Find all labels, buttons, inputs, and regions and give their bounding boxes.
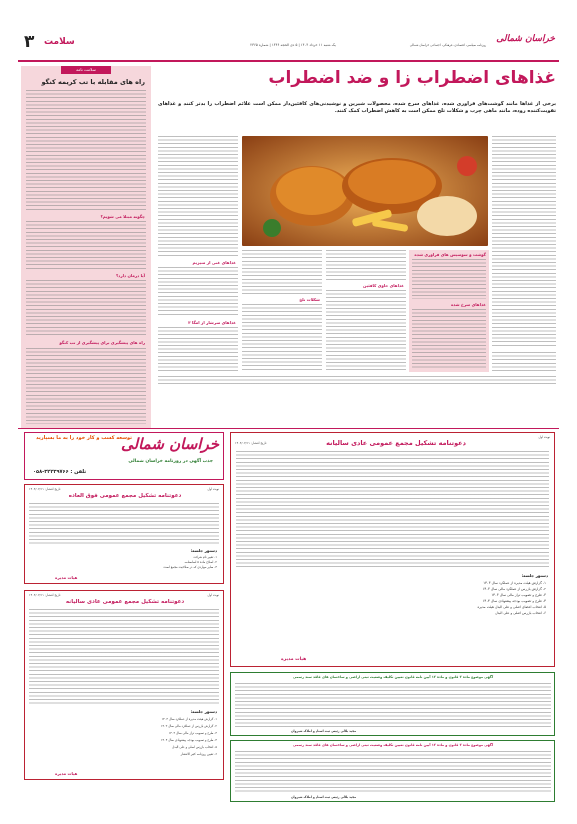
registry-sign: مجید بلالی رئیس ثبت اسناد و املاک شیروان	[291, 795, 357, 799]
sidebar-body-1	[26, 90, 146, 210]
notice-text	[236, 451, 549, 569]
notice-tag: نوبت اول	[538, 435, 550, 439]
registry-notice-2	[230, 740, 555, 802]
article-col-left-upper	[158, 136, 238, 256]
article-head-2: غذاهای سرخ شده	[450, 302, 486, 307]
banner-phone: تلفن : ۳۲۲۳۹۷۶۶-۰۵۸	[33, 469, 87, 475]
article-col-left-lower	[158, 260, 238, 372]
article-head-3: غذاهای حاوی کافئین	[363, 283, 404, 288]
agenda-item: ۱- تغییر نام شرکت	[193, 555, 217, 559]
notice-ref: تاریخ انتشار: ۱۴۰۴/۰۳/۱۱	[29, 487, 61, 491]
article-text	[158, 327, 238, 372]
notice-annual-right	[230, 432, 555, 667]
article-text	[326, 250, 406, 280]
page-number: ۳	[24, 32, 35, 52]
article-col-right-2	[492, 352, 556, 372]
banner-slogan: توسعه کسب و کار خود را به ما بسپارید	[35, 435, 133, 441]
agenda-item: ۳- طرح و تصویب تراز مالی سال ۱۴۰۳	[491, 593, 546, 597]
sidebar-tag: سلامت نامه	[61, 66, 111, 74]
banner-sub: جذب آگهی در روزنامه خراسان شمالی	[128, 459, 213, 464]
registry-text	[235, 683, 551, 727]
notice-sign: هیات مدیره	[281, 657, 307, 662]
article-head-5: غذاهای غنی از منیزیم	[192, 260, 236, 265]
article-text	[158, 267, 238, 317]
article-text	[242, 304, 322, 372]
sidebar-body-2	[26, 221, 146, 269]
notice-title: دعوتنامه تشکیل مجمع عمومی فوق العاده	[68, 493, 182, 499]
agenda-item: ۲- اصلاح ماده ۵ اساسنامه	[184, 560, 217, 564]
sidebar-head-3: راه های پیشگیری برای پیشگیری از تب کنگو	[59, 340, 145, 345]
food-photo	[242, 136, 488, 246]
article-lead: برخی از غذاها مانند گوشت‌های فراوری شده، غذاهای سرخ شده، محصولات شیرین و نوشیدنی‌های کافئین‌دار ممکن است علائم اضطراب را بدتر کنند و غذاهای تقویت‌کننده روده، مانند ماهی چرب و شکلات تلخ ممکن است به کاهش اضطراب کمک کنند.	[158, 101, 556, 114]
notice-agenda	[246, 580, 546, 616]
notice-sign: هیات مدیره	[55, 771, 78, 776]
notice-title: دعوتنامه تشکیل مجمع عمومی عادی سالیانه	[326, 439, 466, 447]
ads-divider	[18, 428, 559, 429]
sidebar-body-4	[26, 348, 146, 424]
section-title: سلامت	[44, 37, 75, 47]
notice-agenda-head: دستور جلسه:	[190, 548, 217, 553]
article-text	[242, 250, 322, 294]
article-col-mid-2	[242, 250, 322, 372]
notice-tag: نوبت اول	[207, 487, 219, 491]
notice-title: دعوتنامه تشکیل مجمع عمومی عادی سالیانه	[65, 599, 185, 605]
banner-logo: خراسان شمالی	[121, 435, 219, 453]
agenda-item: ۶- تعیین روزنامه کثیر الانتشار	[180, 752, 217, 756]
sidebar	[21, 66, 151, 428]
article-text	[412, 309, 486, 369]
agenda-item: ۶- انتخاب بازرس اصلی و علی البدل	[495, 611, 546, 615]
notice-tag: نوبت اول	[207, 593, 219, 597]
notice-annual-left	[24, 590, 224, 780]
notice-agenda	[29, 555, 217, 570]
agenda-item: ۲- گزارش بازرس از عملکرد مالی سال ۱۴۰۳	[482, 587, 546, 591]
slogan: روزنامه سیاسی، اقتصادی، فرهنگی، اجتماعی خراسان شمالی	[409, 43, 487, 47]
registry-notice-1	[230, 672, 555, 736]
notice-sign: هیات مدیره	[55, 575, 78, 580]
sidebar-head-1: چگونه مبتلا می شویم؟	[100, 214, 145, 219]
agenda-item: ۴- طرح و تصویب بودجه پیشنهادی سال ۱۴۰۴	[482, 599, 546, 603]
agenda-item: ۵- انتخاب بازرس اصلی و علی البدل	[171, 745, 217, 749]
registry-text	[235, 751, 551, 793]
masthead	[18, 30, 559, 62]
agenda-item: ۴- طرح و تصویب بودجه پیشنهادی سال ۱۴۰۴	[160, 738, 217, 742]
article-footer-text	[158, 376, 556, 386]
agenda-item: ۳- سایر مواردی که در صلاحیت مجمع است	[163, 565, 217, 569]
agenda-item: ۲- گزارش بازرس از عملکرد مالی سال ۱۴۰۳	[160, 724, 217, 728]
sidebar-head-2: آیا درمان دارد؟	[115, 273, 145, 278]
notice-agenda	[29, 716, 217, 758]
article-box-processed	[409, 250, 489, 372]
article-head-4: شکلات تلخ	[299, 297, 320, 302]
sidebar-body-3	[26, 280, 146, 336]
fried-chicken-image	[242, 136, 488, 246]
article-col-right	[492, 136, 556, 348]
agenda-item: ۱- گزارش هیئت مدیره از عملکرد سال ۱۴۰۳	[483, 581, 546, 585]
notice-extraordinary	[24, 484, 224, 584]
registry-title: آگهی موضوع ماده ۳ قانون و ماده ۱۳ آیین نامه قانون تعیین تکلیف وضعیت ثبتی اراضی و ساختمان های فاقد سند رسمی	[292, 743, 494, 747]
notice-agenda-head: دستور جلسه:	[521, 573, 548, 578]
agenda-item: ۵- انتخاب اعضای اصلی و علی البدل هیئت مدیره	[477, 605, 546, 609]
sidebar-title: راه های مقابله با تب کریمه کنگو	[41, 78, 145, 86]
date-line: یک شنبه ۱۱ خرداد ۱۴۰۴ | ۵ ذی الحجه ۱۴۴۶ | شماره ۲۳۶۵	[250, 43, 336, 47]
notice-ref: تاریخ انتشار: ۱۴۰۴/۰۳/۱۱	[235, 441, 267, 445]
article-title: غذاهای اضطراب زا و ضد اضطراب	[268, 68, 556, 88]
notice-text	[29, 503, 219, 545]
agenda-item: ۱- گزارش هیئت مدیره از عملکرد سال ۱۴۰۳	[161, 717, 217, 721]
notice-text	[29, 609, 219, 705]
notice-agenda-head: دستور جلسه:	[190, 709, 217, 714]
registry-title: آگهی موضوع ماده ۳ قانون و ماده ۱۳ آیین نامه قانون تعیین تکلیف وضعیت ثبتی اراضی و ساختمان های فاقد سند رسمی	[292, 675, 494, 679]
agenda-item: ۳- طرح و تصویب تراز مالی سال ۱۴۰۳	[168, 731, 217, 735]
article-col-mid-1	[326, 250, 406, 372]
article-text	[412, 259, 486, 299]
registry-sign: مجید بلالی رئیس ثبت اسناد و املاک شیروان	[291, 729, 357, 733]
article-head-1: گوشت و سوسیس های فراوری شده	[414, 252, 486, 257]
masthead-logo: خراسان شمالی	[496, 34, 555, 44]
notice-ref: تاریخ انتشار: ۱۴۰۴/۰۳/۱۱	[29, 593, 61, 597]
article-text	[326, 290, 406, 372]
banner-ad	[24, 432, 224, 480]
article-head-6: غذاهای سرشار از امگا ۳	[188, 320, 236, 325]
